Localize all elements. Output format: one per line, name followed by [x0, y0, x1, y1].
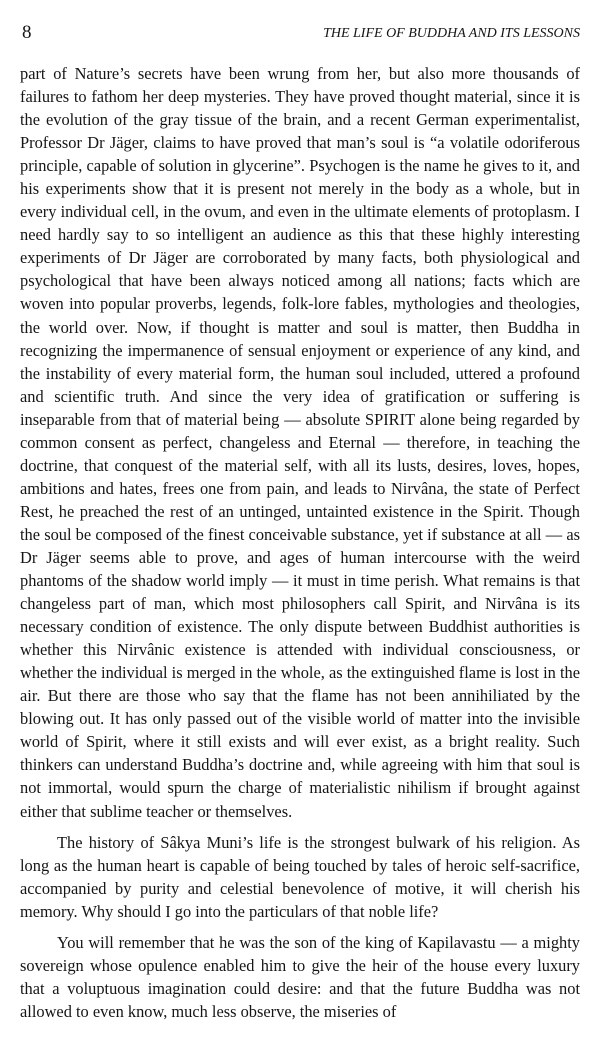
- paragraph: You will remember that he was the son of the king of Kapilavastu — a mighty sovereign whose opulence enabled him to give the heir of the house every luxury that a voluptuous imagination could desire: and that the future Buddha was not allowed to even know, much less observe, the miseries of: [20, 932, 580, 1021]
- paragraph: The history of Sâkya Muni’s life is the strongest bulwark of his religion. As long as the human heart is capable of being touched by tales of heroic self-sacrifice, accompanied by purity and celestial benevolence of motive, it will cherish his memory. Why should I go into the particulars of that noble life?: [20, 832, 580, 921]
- page-header: [20, 22, 580, 44]
- body-text: [20, 62, 580, 1031]
- page-number: 8: [22, 22, 32, 43]
- running-head: THE LIFE OF BUDDHA AND ITS LESSONS: [323, 26, 580, 41]
- paragraph: part of Nature’s secrets have been wrung from her, but also more thousands of failures to fathom her deep mysteries. They have proved thought material, since it is the evolution of the gray tissue of the brain, and a recent German experimentalist, Professor Dr Jäger, claims to have proved that man’s soul is “a volatile odoriferous principle, capable of solution in glycerine”. Psychogen is the name he gives to it, and his experiments show that it is present not merely in the body as a whole, but in every individual cell, in the ovum, and even in the ultimate elements of protoplasm. I need hardly say to so intelligent an audience as this that these highly interesting experiments of Dr Jäger are corroborated by many facts, both physiological and psychological that have been always noticed among all nations; facts which are woven into popular proverbs, legends, folk-lore fables, mythologies and theologies, the world over. Now, if thought is matter and soul is matter, then Buddha in recognizing the impermanence of sensual enjoyment or experience of any kind, and the instability of every material form, the human soul included, uttered a profound and scientific truth. And since the very idea of gratification or suffering is inseparable from that of material being — absolute SPIRIT alone being regarded by common consent as perfect, changeless and Eternal — therefore, in teaching the doctrine, that conquest of the material self, with all its lusts, desires, loves, hopes, ambitions and hates, frees one from pain, and leads to Nirvâna, the state of Perfect Rest, he preached the rest of an untinged, untainted existence in the Spirit. Though the soul be composed of the finest conceivable substance, yet if substance at all — as Dr Jäger seems able to prove, and ages of human intercourse with the weird phantoms of the shadow world imply — it must in time perish. What remains is that changeless part of man, which most philosophers call Spirit, and Nirvâna is its necessary condition of existence. The only dispute between Buddhist authorities is whether this Nirvânic existence is attended with individual consciousness, or whether the individual is merged in the whole, as the extinguished flame is lost in the air. But there are those who say that the flame has not been annihiliated by the blowing out. It has only passed out of the visible world of matter into the invisible world of Spirit, where it still exists and will ever exist, as a bright reality. Such thinkers can understand Buddha’s doctrine and, while agreeing with him that soul is not immortal, would spurn the charge of materialistic nihilism if brought against either that sublime teacher or themselves.: [20, 64, 580, 821]
